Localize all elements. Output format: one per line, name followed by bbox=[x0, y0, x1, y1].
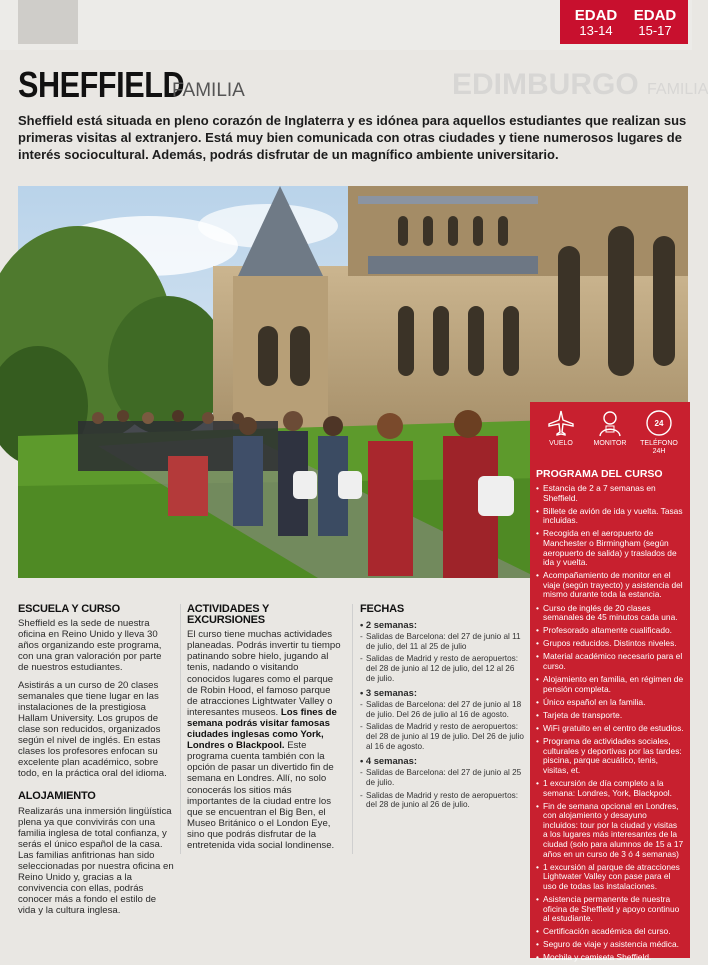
program-item: • Tarjeta de transporte. bbox=[536, 711, 684, 721]
accommodation-heading: ALOJAMIENTO bbox=[18, 790, 96, 803]
program-item: • Material académico necesario para el curso. bbox=[536, 652, 684, 671]
ghost-page-title: EDIMBURGO FAMILIA bbox=[452, 68, 708, 101]
column-dates bbox=[360, 604, 525, 813]
phone-24h-icon bbox=[644, 408, 674, 438]
svg-text:24: 24 bbox=[654, 419, 664, 428]
dates-groups bbox=[360, 619, 525, 810]
service-icons bbox=[536, 408, 684, 456]
program-item: • Profesorado altamente cualificado. bbox=[536, 626, 684, 636]
dates-item: - Salidas de Barcelona: del 27 de junio al 18 de julio. Del 26 de julio al 16 de agosto. bbox=[360, 700, 525, 719]
program-item: • WiFi gratuito en el centro de estudios. bbox=[536, 724, 684, 734]
dates-item: - Salidas de Barcelona: del 27 de junio al 25 de julio. bbox=[360, 768, 525, 787]
program-item: • Seguro de viaje y asistencia médica. bbox=[536, 940, 684, 950]
program-title: PROGRAMA DEL CURSO bbox=[536, 468, 663, 480]
dates-group-list bbox=[360, 700, 525, 751]
column-activities bbox=[187, 604, 343, 851]
program-item: • Grupos reducidos. Distintos niveles. bbox=[536, 639, 684, 649]
program-box bbox=[530, 402, 690, 963]
service-phone: 24 TELÉFONO 24H bbox=[636, 408, 682, 456]
top-bar bbox=[0, 0, 692, 50]
program-item: • Certificación académica del curso. bbox=[536, 927, 684, 937]
program-item: • 1 excursión de día completo a la semana: Londres, York, Blackpool. bbox=[536, 779, 684, 798]
program-item: • Alojamiento en familia, en régimen de pensión completa. bbox=[536, 675, 684, 694]
program-item: • 1 excursión al parque de atracciones Lightwater Valley con pase para el uso de todas las instalaciones. bbox=[536, 863, 684, 892]
program-item: • Billete de avión de ida y vuelta. Tasas incluidas. bbox=[536, 507, 684, 526]
program-item: • Programa de actividades sociales, culturales y deportivas por las tardes: piscina, parque acuático, tenis, visitas, et. bbox=[536, 737, 684, 775]
program-item: • Acompañamiento de monitor en el viaje (según trayecto) y asistencia del mismo durante toda la estancia. bbox=[536, 571, 684, 600]
plane-icon bbox=[546, 408, 576, 438]
program-item: • Asistencia permanente de nuestra oficina de Sheffield y apoyo continuo al estudiante. bbox=[536, 895, 684, 924]
dates-item: - Salidas de Barcelona: del 27 de junio al 11 de julio, del 11 al 25 de julio bbox=[360, 632, 525, 651]
column-divider bbox=[352, 604, 353, 854]
school-paragraph-1: Sheffield es la sede de nuestra oficina en Reino Unido y lleva 30 años organizando este programa, con una gran valoración por parte de nuestros estudiantes. bbox=[18, 618, 162, 674]
activities-paragraph: El curso tiene muchas actividades planeadas. Podrás invertir tu tiempo patinando sobre hielo, jugando al tenis, nadando o visitando conocidos lugares como el parque de Robin Hood, el famoso parque de atracciones Lightwater Valley o interesantes museos. Los fines de semana podrás visitar famosas ciudades inglesas como York, Londres o Blackpool. Este programa cuenta también con la opción de pasar un divertido fin de semana en Londres. Allí, no solo conocerás los sitios más importantes de la ciudad entre los que se encuentran el Big Ben, el Museo Británico o el London Eye, sino que podrás disfrutar de la entretenida vida social londinense. bbox=[187, 629, 341, 851]
age-badge-13-14: EDAD 13-14 bbox=[560, 0, 632, 44]
dates-item: - Salidas de Madrid y resto de aeropuertos: del 28 de junio al 12 de julio, del 12 al 26 de julio. bbox=[360, 654, 525, 683]
activities-heading: ACTIVIDADES Y EXCURSIONES bbox=[187, 603, 269, 627]
dates-group-list bbox=[360, 768, 525, 809]
program-item: • Fin de semana opcional en Londres, con alojamiento y desayuno incluidos: tour por la ciudad y visitas a los lugares más interesantes de la ciudad (solo para alumnos de 15 a 17 años en un curso de 3 ó 4 semanas) bbox=[536, 802, 684, 860]
section-tab bbox=[18, 0, 78, 44]
dates-item: - Salidas de Madrid y resto de aeropuertos: del 28 de junio al 26 de julio. bbox=[360, 791, 525, 810]
dates-group-heading: • 2 semanas: bbox=[360, 619, 417, 631]
program-item: • Estancia de 2 a 7 semanas en Sheffield. bbox=[536, 484, 684, 503]
school-heading: ESCUELA Y CURSO bbox=[18, 603, 120, 615]
school-paragraph-2: Asistirás a un curso de 20 clases semanales que tiene lugar en las instalaciones de la prestigiosa Hallam University. Los grupos de clase son reducidos, organizados según el nivel de inglés. En estas clases los profesores enfocan su excelente plan académico, sobre todo, en la práctica oral del idioma. bbox=[18, 679, 167, 780]
age-badge-15-17: EDAD 15-17 bbox=[622, 0, 688, 44]
dates-group-heading: • 4 semanas: bbox=[360, 755, 417, 767]
accommodation-paragraph: Realizarás una inmersión lingüística plena ya que convivirás con una familia inglesa de total confianza, y serás el único español de la casa. Las familias anfitrionas han sido seleccionadas por nuestra oficina en Reino Unido y, gracias a la convivencia con ellas, podrás conocer más a fondo el estilo de vida y la cultura inglesa. bbox=[18, 805, 174, 917]
dates-group-heading: • 3 semanas: bbox=[360, 687, 417, 699]
dates-heading: FECHAS bbox=[360, 603, 405, 615]
program-item: • Recogida en el aeropuerto de Manchester o Birmingham (según aeropuerto de salida) y traslados de ida y vuelta. bbox=[536, 529, 684, 567]
program-item: • Curso de inglés de 20 clases semanales de 45 minutos cada una. bbox=[536, 604, 684, 623]
person-icon bbox=[595, 408, 625, 438]
service-monitor: MONITOR bbox=[587, 408, 633, 456]
column-divider bbox=[180, 604, 181, 854]
service-flight: VUELO bbox=[538, 408, 584, 456]
program-item: • Único español en la familia. bbox=[536, 698, 684, 708]
program-item: • Mochila y camiseta Sheffield. bbox=[536, 953, 684, 963]
page-subtitle: FAMILIA bbox=[172, 80, 245, 101]
intro-paragraph: Sheffield está situada en pleno corazón de Inglaterra y es idónea para aquellos estudiantes que realizan sus primeras visitas al extranjero. Está muy bien comunicada con otras ciudades y tiene numerosos lugares de interés sociocultural. Además, podrás disfrutar de un magnífico ambiente universitario. bbox=[18, 113, 687, 162]
page-title: SHEFFIELD bbox=[18, 64, 185, 105]
column-school bbox=[18, 604, 174, 916]
dates-group-list bbox=[360, 632, 525, 683]
dates-item: - Salidas de Madrid y resto de aeropuertos: del 28 de junio al 19 de julio. Del 26 de julio al 16 de agosto. bbox=[360, 722, 525, 751]
program-list bbox=[536, 484, 684, 963]
